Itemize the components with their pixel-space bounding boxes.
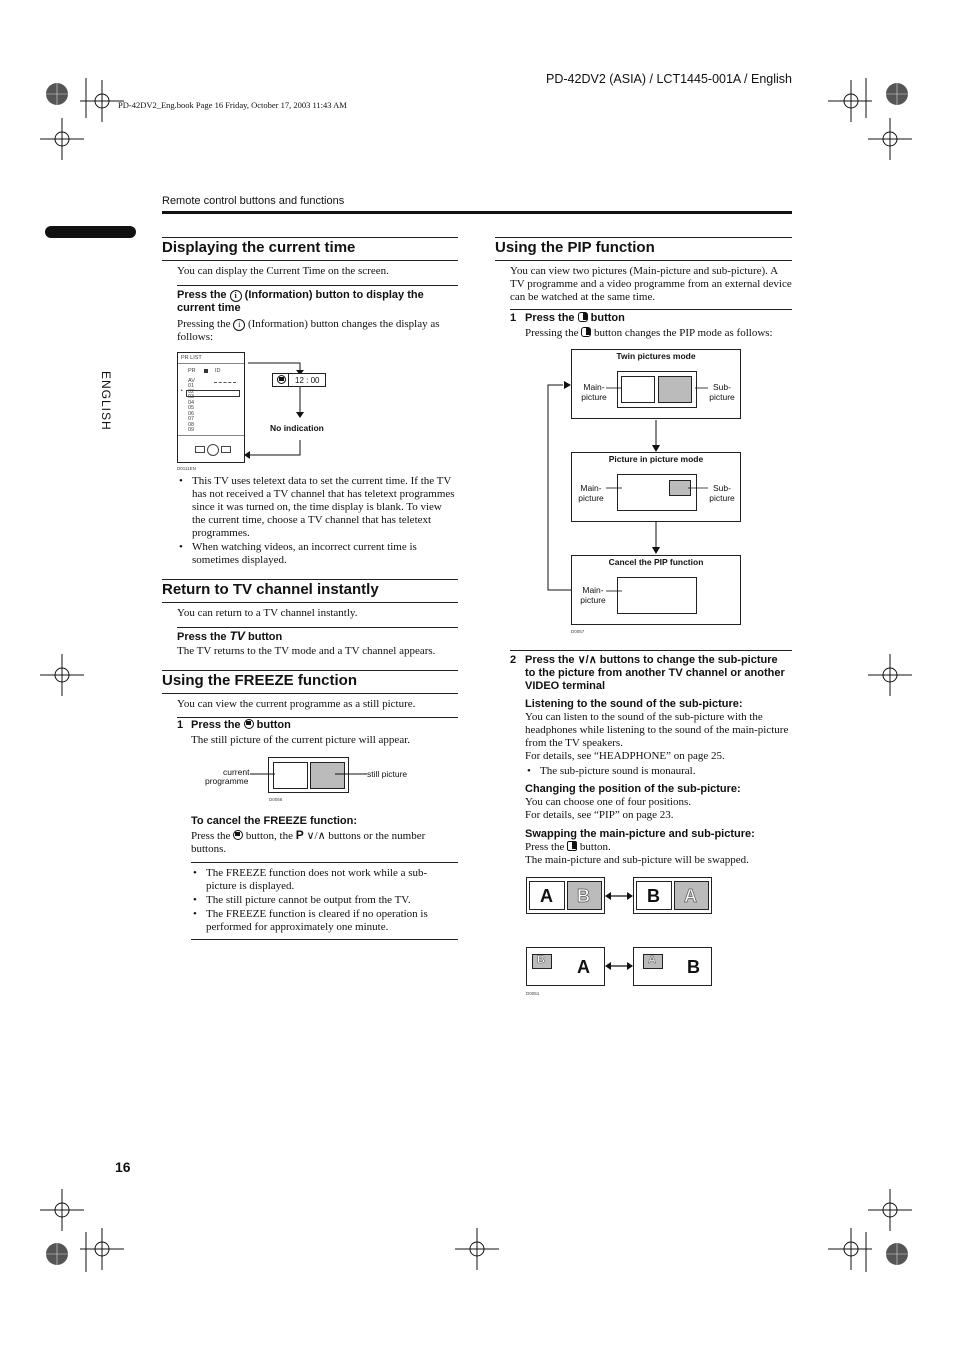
freeze-step-b: button xyxy=(256,719,291,731)
pip-step1 xyxy=(525,312,625,325)
pip-icon xyxy=(578,312,588,322)
letter-b: B xyxy=(537,954,545,966)
time-bullets xyxy=(177,475,458,567)
pip-icon xyxy=(581,327,591,337)
section-header: Remote control buttons and functions xyxy=(162,195,345,207)
model-header: PD-42DV2 (ASIA) / LCT1445-001A / English xyxy=(546,72,792,86)
swap-pip-before xyxy=(526,947,605,986)
tv-intro: You can return to a TV channel instantly. xyxy=(177,607,358,619)
bullet-item: • The FREEZE function does not work while a sub-picture is displayed. xyxy=(191,867,447,893)
pip-step1-desc-a: Pressing the xyxy=(525,327,579,339)
bullet-item: • The sub-picture sound is monaural. xyxy=(525,765,791,778)
main-label-line: Main- xyxy=(582,585,604,595)
info-icon: i xyxy=(233,319,245,331)
pip-step1-desc xyxy=(525,327,773,340)
pr-list-title: PR LIST xyxy=(181,355,202,361)
letter-b: B xyxy=(647,886,660,906)
freeze-cancel-desc xyxy=(191,829,458,856)
freeze-notes-bottom-rule xyxy=(191,939,458,940)
freeze-section-title: Using the FREEZE function xyxy=(162,672,357,689)
channel-item: 02 xyxy=(188,388,195,395)
time-section-title: Displaying the current time xyxy=(162,239,356,256)
selected-row xyxy=(186,390,240,397)
freeze-notes xyxy=(191,867,447,934)
freeze-intro-rule xyxy=(177,717,458,718)
swap-b: button. xyxy=(579,841,611,853)
freeze-title-top-rule xyxy=(162,670,458,671)
cancel-b: button, the xyxy=(245,830,293,842)
listen-text: You can listen to the sound of the sub-picture with the headphones while listening to the sound of the main-picture from the TV speakers. xyxy=(525,711,789,749)
swap-fig-code: D0051 xyxy=(526,991,540,996)
time-intro-rule xyxy=(177,285,458,286)
swap-desc xyxy=(525,841,611,854)
main-label-line: picture xyxy=(581,391,607,402)
letter-a: A xyxy=(540,886,553,906)
listen-bullets xyxy=(525,765,791,778)
pip-step2-text: Press the ∨/∧ buttons to change the sub-picture to the picture from another TV channel or another VIDEO terminal xyxy=(525,654,785,692)
sub-label-line: Sub- xyxy=(713,382,731,392)
main-label-line: picture xyxy=(578,492,604,503)
id-label: ID xyxy=(215,368,221,374)
freeze-step-num: 1 xyxy=(177,719,184,731)
tv-title-bottom-rule xyxy=(162,602,458,603)
time-desc-a: Pressing the xyxy=(177,318,231,330)
cancel-a: Press the xyxy=(191,830,231,842)
tv-step xyxy=(177,630,282,644)
clock-mini-icon: ◔ xyxy=(179,388,184,395)
clock-time: 12 : 00 xyxy=(295,376,320,385)
position-title: Changing the position of the sub-picture: xyxy=(525,783,741,795)
pip-step2-rule xyxy=(510,650,792,651)
tv-intro-rule xyxy=(177,627,458,628)
swap-arrows xyxy=(604,886,634,976)
twin-mode-label: Twin pictures mode xyxy=(616,351,696,361)
channel-item: 08 xyxy=(188,421,195,428)
main-label-line: Main- xyxy=(580,483,602,493)
channel-item: 05 xyxy=(188,405,195,411)
av-label: AV xyxy=(188,378,195,384)
time-step-a: Press the xyxy=(177,289,227,301)
clock-display xyxy=(272,373,326,387)
time-step xyxy=(177,289,457,315)
swap-text: The main-picture and sub-picture will be swapped. xyxy=(525,854,749,866)
tv-title-top-rule xyxy=(162,579,458,580)
swap-icon xyxy=(567,841,577,851)
tv-step-b: button xyxy=(248,631,283,643)
swap-a: Press the xyxy=(525,841,565,853)
pip-step1-a: Press the xyxy=(525,312,575,324)
tv-button-icon: TV xyxy=(229,629,245,643)
pip-fig-code: D0057 xyxy=(571,629,585,634)
time-title-bottom-rule xyxy=(162,260,458,261)
bullet-item: • The FREEZE function is cleared if no operation is performed for approximately one minute. xyxy=(191,908,447,934)
lock-icon xyxy=(204,369,208,373)
still-picture-label: still picture xyxy=(367,769,408,779)
clock-icon xyxy=(277,375,286,384)
bullet-item: • The still picture cannot be output from the TV. xyxy=(191,894,447,907)
bullet-item: • When watching videos, an incorrect current time is sometimes displayed. xyxy=(177,541,458,567)
pip-section-title: Using the PIP function xyxy=(495,239,655,256)
freeze-title-bottom-rule xyxy=(162,693,458,694)
freeze-fig-code: D0056 xyxy=(269,797,283,802)
page-number: 16 xyxy=(115,1159,131,1175)
swap-twin-before xyxy=(526,877,605,914)
programme-label: programme xyxy=(205,776,249,786)
time-desc xyxy=(177,318,458,344)
side-tab-english: ENGLISH xyxy=(99,371,113,431)
letter-b: B xyxy=(687,957,700,977)
cancel-c: ∨/∧ buttons or the number buttons. xyxy=(191,830,426,855)
letter-a: A xyxy=(648,954,656,966)
time-step-b: (Information) button to display the current time xyxy=(177,289,424,314)
no-indication-label: No indication xyxy=(270,423,324,433)
pip-title-bottom-rule xyxy=(495,260,792,261)
letter-b: B xyxy=(577,886,590,906)
channel-item: 09 xyxy=(188,427,195,433)
channel-item: 03 xyxy=(188,394,195,400)
channel-item: 01 xyxy=(188,383,195,389)
swap-twin-after xyxy=(633,877,712,914)
pip-step1-num: 1 xyxy=(510,312,517,324)
freeze-fig-leaders xyxy=(250,770,370,780)
listen-title: Listening to the sound of the sub-picture: xyxy=(525,698,743,710)
freeze-icon xyxy=(244,719,254,729)
freeze-step xyxy=(191,719,291,732)
pip-step1-b: button xyxy=(590,312,625,324)
tv-desc: The TV returns to the TV mode and a TV channel appears. xyxy=(177,645,436,657)
main-label-line: picture xyxy=(580,594,606,605)
time-title-top-rule xyxy=(162,237,458,238)
header-rule xyxy=(162,211,792,214)
channel-item: 04 xyxy=(188,399,195,406)
bullet-item: • This TV uses teletext data to set the current time. If the TV has not received a TV channel that has teletext programmes since it was turned on, the time display is blank. To view the current time, choose a TV channel that has teletext programmes. xyxy=(177,475,458,540)
info-icon: i xyxy=(230,290,242,302)
freeze-step-desc: The still picture of the current picture will appear. xyxy=(191,734,411,746)
pip-step1-desc-b: button changes the PIP mode as follows: xyxy=(593,327,773,339)
freeze-cancel-title: To cancel the FREEZE function: xyxy=(191,815,358,827)
sub-label-line: Sub- xyxy=(713,483,731,493)
sub-label-line: picture xyxy=(709,391,735,402)
time-desc-b: (Information) button changes the display as follows: xyxy=(177,318,440,343)
pip-title-top-rule xyxy=(495,237,792,238)
channel-item: 06 xyxy=(188,410,195,417)
position-text: You can choose one of four positions. xyxy=(525,796,692,808)
p-button-icon: P xyxy=(295,828,304,842)
book-info: PD-42DV2_Eng.book Page 16 Friday, October 17, 2003 11:43 AM xyxy=(118,100,347,110)
freeze-intro: You can view the current programme as a still picture. xyxy=(177,698,416,710)
freeze-step-a: Press the xyxy=(191,719,241,731)
listen-ref: For details, see “HEADPHONE” on page 25. xyxy=(525,750,725,762)
letter-a: A xyxy=(577,957,590,977)
time-fig-code: D0111EN xyxy=(177,466,196,471)
pip-mode-label: Picture in picture mode xyxy=(608,454,704,464)
pip-step2-num: 2 xyxy=(510,654,517,666)
channel-item: 07 xyxy=(188,416,195,422)
pr-list-screen xyxy=(177,352,245,463)
cancel-pip-label: Cancel the PIP function xyxy=(608,557,704,567)
pr-label: PR xyxy=(188,368,196,374)
time-intro: You can display the Current Time on the screen. xyxy=(177,265,389,277)
freeze-icon xyxy=(233,830,243,840)
tv-step-a: Press the xyxy=(177,631,227,643)
freeze-notes-top-rule xyxy=(191,862,458,863)
remote-pad-icon xyxy=(193,441,231,459)
side-tab-bar xyxy=(45,226,136,238)
sub-label-line: picture xyxy=(709,492,735,503)
letter-a: A xyxy=(684,886,697,906)
pip-intro: You can view two pictures (Main-picture and sub-picture). A TV programme and a video programme from an external device can be watched at the same time. xyxy=(510,265,792,303)
pip-intro-rule xyxy=(510,309,792,310)
swap-pip-after xyxy=(633,947,712,986)
swap-title: Swapping the main-picture and sub-picture: xyxy=(525,828,755,840)
tv-section-title: Return to TV channel instantly xyxy=(162,581,379,598)
main-label-line: Main- xyxy=(583,382,605,392)
current-label: current xyxy=(223,767,250,777)
position-ref: For details, see “PIP” on page 23. xyxy=(525,809,674,821)
pip-label-leaders xyxy=(600,380,720,600)
